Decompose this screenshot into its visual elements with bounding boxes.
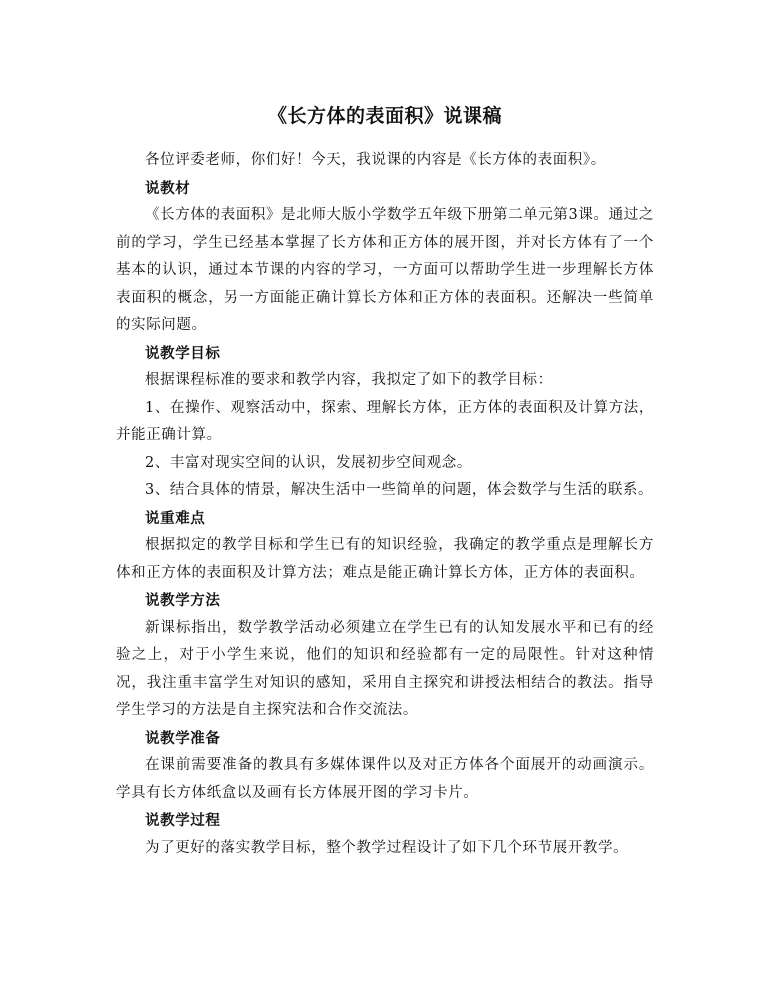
section-paragraph: 根据课程标准的要求和教学内容，我拟定了如下的教学目标： bbox=[145, 372, 553, 388]
section-heading-methods: 说教学方法 bbox=[145, 592, 221, 609]
section-heading-key-points: 说重难点 bbox=[145, 509, 206, 527]
section-paragraph: 根据拟定的教学目标和学生已有的知识经验，我确定的教学重点是理解长方体和正方体的表面积及计算方法；难点是能正确计算长方体，正方体的表面积。 bbox=[116, 537, 654, 581]
section-heading-preparation: 说教学准备 bbox=[145, 729, 221, 747]
objective-item-3: 3、结合具体的情景，解决生活中一些简单的问题，体会数学与生活的联系。 bbox=[145, 482, 654, 498]
section-heading-objectives: 说教学目标 bbox=[145, 344, 221, 362]
intro-paragraph: 各位评委老师，你们好！今天，我说课的内容是《长方体的表面积》。 bbox=[145, 152, 606, 168]
section-heading-process: 说教学过程 bbox=[145, 812, 221, 829]
section-paragraph: 《长方体的表面积》是北师大版小学数学五年级下册第二单元第3课。通过之前的学习，学生已经基本掌握了长方体和正方体的展开图，并对长方体有了一个基本的认识，通过本节课的内容的学习，一方面可以帮助学生进一步理解长方体表面积的概念，另一方面能正确计算长方体和正方体的表面积。还解决一些简单的实际问题。 bbox=[116, 207, 654, 333]
page-title: 《长方体的表面积》说课稿 bbox=[267, 105, 502, 127]
objective-item-1: 1、在操作、观察活动中，探索、理解长方体，正方体的表面积及计算方法，并能正确计算。 bbox=[116, 399, 654, 443]
section-heading-textbook: 说教材 bbox=[145, 179, 191, 197]
objective-item-2: 2、丰富对现实空间的认识，发展初步空间观念。 bbox=[145, 454, 472, 471]
section-paragraph: 为了更好的落实教学目标，整个教学过程设计了如下几个环节展开教学。 bbox=[145, 839, 629, 856]
section-paragraph: 新课标指出，数学教学活动必须建立在学生已有的认知发展水平和已有的经验之上，对于小学生来说，他们的知识和经验都有一定的局限性。针对这种情况，我注重丰富学生对知识的感知，采用自主探究和讲授法相结合的教法。指导学生学习的方法是自主探究法和合作交流法。 bbox=[116, 619, 654, 718]
section-paragraph: 在课前需要准备的教具有多媒体课件以及对正方体各个面展开的动画演示。学具有长方体纸盒以及画有长方体展开图的学习卡片。 bbox=[116, 757, 654, 801]
